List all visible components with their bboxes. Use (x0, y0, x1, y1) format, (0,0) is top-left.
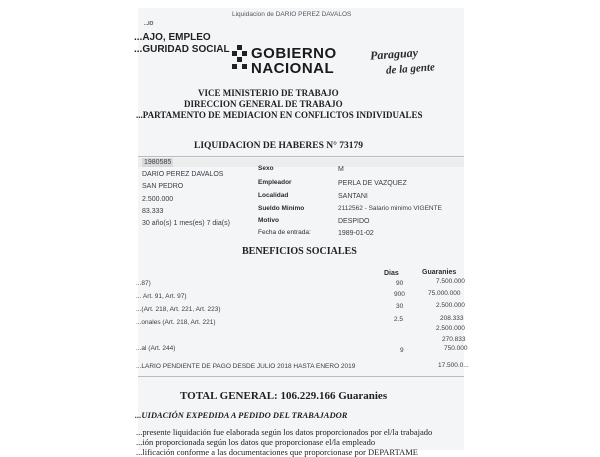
gov-line-2: NACIONAL (251, 60, 335, 77)
divider (138, 156, 464, 157)
worker-name: DARIO PEREZ DAVALOS (142, 171, 224, 178)
slogan-line-2: de la gente (385, 61, 436, 77)
benefit-amount: 2.500.000 (436, 302, 465, 309)
benefit-concept: ...(Art. 218, Art. 221, Art. 223) (136, 306, 221, 313)
amount-header: Guaranies (422, 269, 457, 276)
total-amount: 106.229.166 (280, 390, 336, 402)
worker-department: SAN PEDRO (142, 183, 184, 190)
total-label: TOTAL GENERAL: (180, 390, 278, 402)
days-header: Dias (384, 270, 399, 277)
benefit-days: 900 (394, 291, 405, 298)
pending-concept: ...LARIO PENDIENTE DE PAGO DESDE JULIO 2018 HASTA ENERO 2019 (136, 363, 356, 370)
agency-line-3: ...PARTAMENTO DE MEDIACION EN CONFLICTOS INDIVIDUALES (136, 110, 423, 120)
worker-daily: 83.333 (142, 208, 164, 215)
benefit-amount: 208.333 (440, 315, 464, 322)
field-value: PERLA DE VAZQUEZ (338, 180, 407, 187)
field-label: Empleador (258, 179, 292, 186)
footer-line-3: ...lificación conforme a las documentaciones que proporcionase por DEPARTAME (136, 447, 418, 457)
field-label: Motivo (258, 217, 279, 224)
agency-line-2: DIRECCION GENERAL DE TRABAJO (184, 99, 343, 109)
benefits-title: BENEFICIOS SOCIALES (242, 246, 357, 257)
gov-line-1: GOBIERNO (251, 45, 337, 62)
field-label: Localidad (258, 192, 289, 199)
benefit-amount: 75.000.000 (428, 290, 461, 297)
worker-id: 1980585 (144, 159, 172, 166)
ministry-small: ...IO (144, 21, 154, 27)
liquidation-document (134, 8, 469, 457)
divider (138, 376, 464, 377)
issued-note: ...UIDACIÓN EXPEDIDA A PEDIDO DEL TRABAJADOR (135, 410, 348, 420)
pending-amount: 17.500.0... (438, 362, 469, 369)
benefit-concept: ...87) (136, 280, 151, 287)
footer-line-1: ...presente liquidación fue elaborada según los datos proporcionados por el/la trabajado (136, 427, 433, 437)
field-value: 1989-01-02 (338, 230, 374, 237)
footer-line-2: ...ión proporcionada según los datos que proporcionase el/la empleado (136, 437, 376, 447)
total-currency: Guaranies (338, 390, 388, 402)
benefit-days: 30 (396, 303, 404, 310)
gobierno-nacional-logo-icon (232, 45, 248, 73)
benefit-concept: ...onales (Art. 218, Art. 221) (136, 319, 216, 326)
liquidation-title: LIQUIDACION DE HABERES N° 73179 (194, 141, 364, 151)
worker-seniority: 30 año(s) 1 mes(es) 7 dia(s) (142, 220, 230, 227)
benefit-amount: 750.000 (444, 345, 468, 352)
total-general (180, 391, 387, 402)
field-value: DESPIDO (338, 218, 370, 225)
ministry-line-2: ...GURIDAD SOCIAL (134, 44, 230, 55)
field-value: SANTANI (338, 193, 368, 200)
benefit-amount: 2.500.000 (436, 325, 465, 332)
worker-salary: 2.500.000 (142, 196, 174, 203)
field-value: 2112562 - Salario minimo VIGENTE (338, 205, 442, 212)
benefit-amount: 270.833 (442, 336, 466, 343)
field-value: M (338, 166, 344, 173)
benefit-days: 90 (396, 280, 404, 287)
field-label: Fecha de entrada: (258, 229, 311, 236)
row-shade (138, 158, 464, 167)
agency-line-1: VICE MINISTERIO DE TRABAJO (198, 88, 339, 98)
benefit-days: 2.5 (394, 316, 404, 323)
benefit-concept: ... Art. 91, Art. 97) (136, 293, 187, 300)
ministry-line-1: ...AJO, EMPLEO (134, 32, 211, 43)
field-label: Sueldo Minimo (258, 205, 305, 212)
top-caption: Liquidacion de DARIO PEREZ DAVALOS (232, 11, 352, 18)
benefit-concept: ...al (Art. 244) (136, 345, 176, 352)
field-label: Sexo (258, 165, 274, 172)
slogan-line-1: Paraguay (369, 45, 419, 63)
benefit-amount: 7.500.000 (436, 278, 465, 285)
benefit-days: 9 (400, 347, 404, 354)
